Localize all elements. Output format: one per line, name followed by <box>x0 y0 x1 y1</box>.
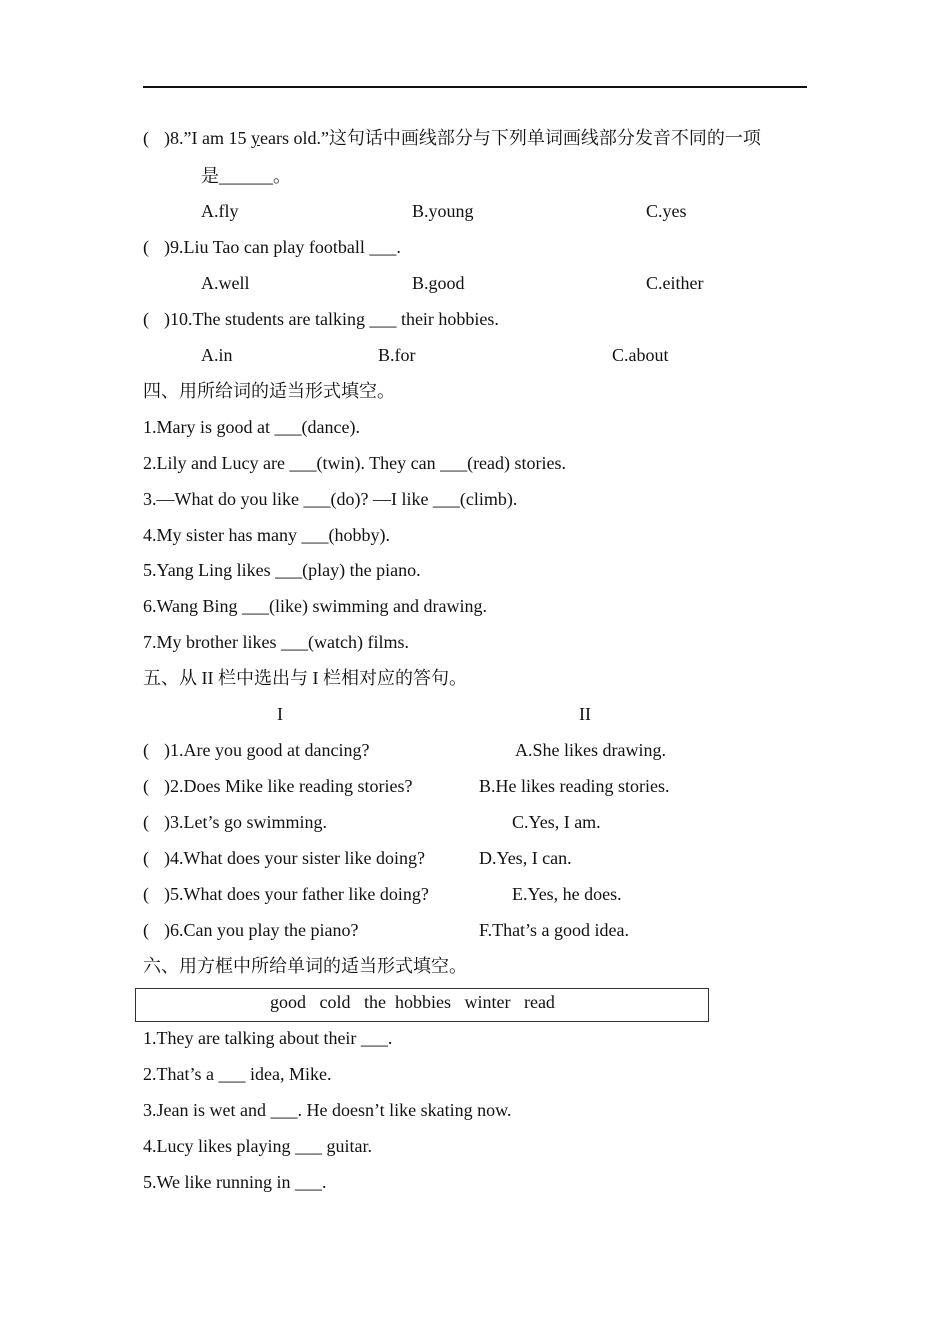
column-i-label: I <box>277 704 283 724</box>
sec4-item: 4.My sister has many ___(hobby). <box>143 525 390 545</box>
sec4-item: 5.Yang Ling likes ___(play) the piano. <box>143 560 421 580</box>
q8-stem: )8.”I am 15 years old.”这句话中画线部分与下列单词画线部分发音不同的一项 <box>164 128 761 148</box>
q10-option-c: C.about <box>612 345 669 365</box>
q8-paren: ( <box>143 128 149 148</box>
q10-stem: )10.The students are talking ___ their hobbies. <box>164 309 499 329</box>
q10-option-a: A.in <box>201 345 233 365</box>
q8-option-c: C.yes <box>646 201 687 221</box>
match-question: )3.Let’s go swimming. <box>164 812 327 832</box>
section5-heading: 五、从 II 栏中选出与 I 栏相对应的答句。 <box>143 668 467 688</box>
section6-heading: 六、用方框中所给单词的适当形式填空。 <box>143 956 467 976</box>
q9-option-a: A.well <box>201 273 250 293</box>
sec6-item: 5.We like running in ___. <box>143 1172 327 1192</box>
match-answer: C.Yes, I am. <box>512 812 601 832</box>
q8-stem-cont: 是______。 <box>201 166 291 186</box>
match-paren: ( <box>143 740 149 760</box>
sec4-item: 1.Mary is good at ___(dance). <box>143 417 360 437</box>
match-paren: ( <box>143 776 149 796</box>
match-question: )6.Can you play the piano? <box>164 920 359 940</box>
q8-option-b: B.young <box>412 201 474 221</box>
q9-stem: )9.Liu Tao can play football ___. <box>164 237 401 257</box>
q10-paren: ( <box>143 309 149 329</box>
sec4-item: 6.Wang Bing ___(like) swimming and drawing. <box>143 596 488 616</box>
sec6-item: 4.Lucy likes playing ___ guitar. <box>143 1136 372 1156</box>
match-question: )4.What does your sister like doing? <box>164 848 425 868</box>
match-answer: A.She likes drawing. <box>515 740 666 760</box>
header-rule <box>143 86 807 88</box>
match-answer: E.Yes, he does. <box>512 884 622 904</box>
section4-heading: 四、用所给词的适当形式填空。 <box>143 381 395 401</box>
match-paren: ( <box>143 920 149 940</box>
match-question: )2.Does Mike like reading stories? <box>164 776 413 796</box>
q9-option-b: B.good <box>412 273 465 293</box>
sec6-item: 3.Jean is wet and ___. He doesn’t like skating now. <box>143 1100 512 1120</box>
sec6-item: 1.They are talking about their ___. <box>143 1028 393 1048</box>
q8-option-a: A.fly <box>201 201 239 221</box>
word-box-words: good cold the hobbies winter read <box>270 992 555 1012</box>
q9-option-c: C.either <box>646 273 704 293</box>
match-question: )1.Are you good at dancing? <box>164 740 370 760</box>
q10-option-b: B.for <box>378 345 416 365</box>
q9-paren: ( <box>143 237 149 257</box>
match-paren: ( <box>143 884 149 904</box>
sec4-item: 3.—What do you like ___(do)? —I like ___(climb). <box>143 489 518 509</box>
match-answer: D.Yes, I can. <box>479 848 572 868</box>
match-answer: F.That’s a good idea. <box>479 920 630 940</box>
match-paren: ( <box>143 848 149 868</box>
sec6-item: 2.That’s a ___ idea, Mike. <box>143 1064 332 1084</box>
sec4-item: 2.Lily and Lucy are ___(twin). They can ___(read) stories. <box>143 453 567 473</box>
column-ii-label: II <box>579 704 591 724</box>
match-answer: B.He likes reading stories. <box>479 776 670 796</box>
match-paren: ( <box>143 812 149 832</box>
match-question: )5.What does your father like doing? <box>164 884 429 904</box>
sec4-item: 7.My brother likes ___(watch) films. <box>143 632 409 652</box>
